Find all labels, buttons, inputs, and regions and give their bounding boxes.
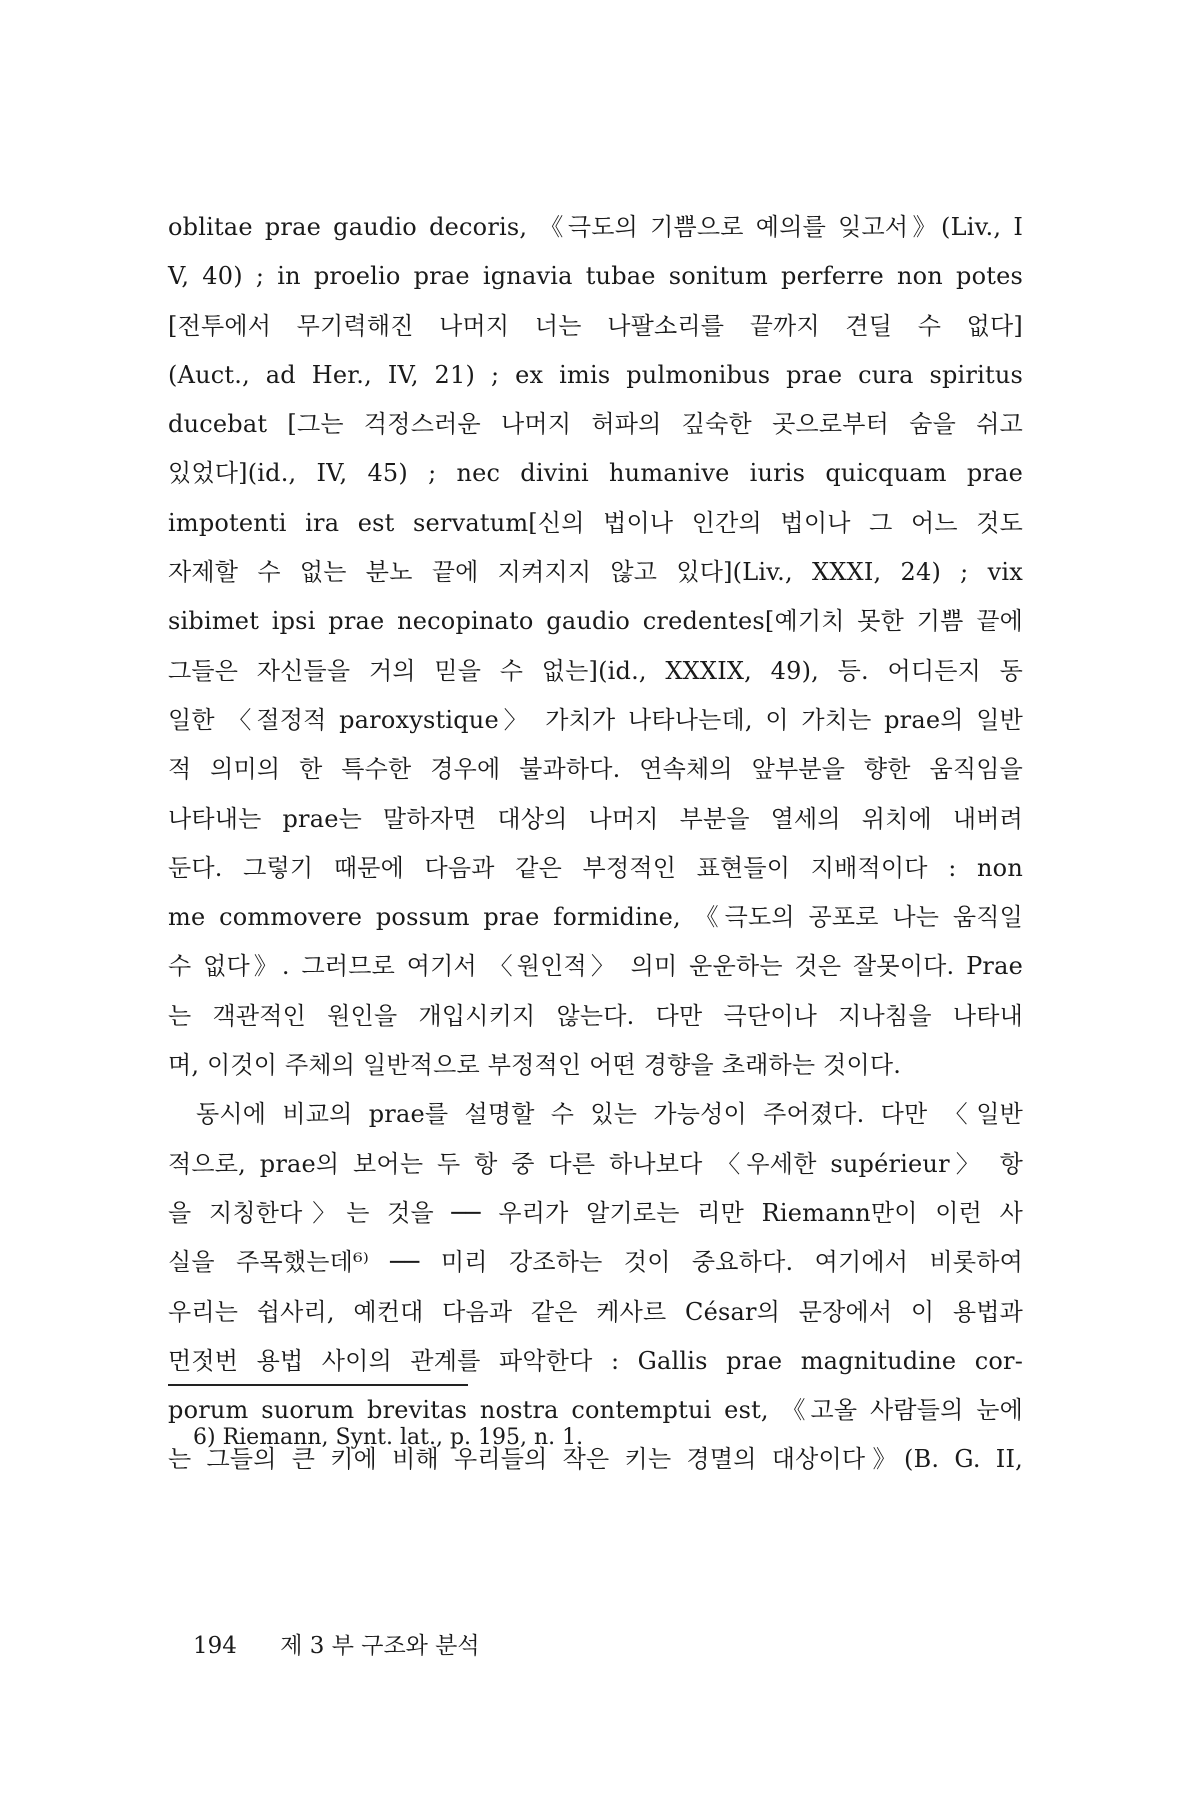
text-line: me commovere possum prae formidine, 《극도의 공포로 나는 움직일 [168,903,1023,932]
text-line: 적으로, prae의 보어는 두 항 중 다른 하나보다 〈우세한 supérieur〉 항 [168,1149,1023,1178]
text-line: (Auct., ad Her., IV, 21) ; ex imis pulmonibus prae cura spiritus [168,360,1023,389]
text-line: oblitae prae gaudio decoris, 《극도의 기쁨으로 예의를 잊고서》(Liv., I [168,213,1023,241]
text-line: 는 그들의 큰 키에 비해 우리들의 작은 키는 경멸의 대상이다》(B. G. II, [168,1445,1023,1474]
text-line: 을 지칭한다〉는 것을 ── 우리가 알기로는 리만 Riemann만이 이런 사 [168,1198,1023,1227]
text-line: 나타내는 prae는 말하자면 대상의 나머지 부분을 열세의 위치에 내버려 [168,804,1023,833]
text-line: [전투에서 무기력해진 나머지 너는 나팔소리를 끝까지 견딜 수 없다] [168,311,1023,340]
text-line: 있었다](id., IV, 45) ; nec divini humanive iuris quicquam prae [168,459,1023,488]
text-line: 수 없다》. 그러므로 여기서 〈원인적〉 의미 운운하는 것은 잘못이다. Prae [168,952,1023,981]
text-line: 자제할 수 없는 분노 끝에 지켜지지 않고 있다](Liv., XXXI, 24) ; vix [168,558,1023,587]
text-line: ducebat [그는 걱정스러운 나머지 허파의 깊숙한 곳으로부터 숨을 쉬고 [168,410,1023,439]
text-line: 며, 이것이 주체의 일반적으로 부정적인 어떤 경향을 초래하는 것이다. [168,1051,902,1080]
text-line: porum suorum brevitas nostra contemptui est, 《고올 사람들의 눈에 [168,1396,1023,1425]
text-line: 그들은 자신들을 거의 믿을 수 없는](id., XXXIX, 49), 등. 어디든지 동 [168,656,1023,685]
text-line: 먼젓번 용법 사이의 관계를 파악한다 : Gallis prae magnitudine cor- [168,1346,1023,1375]
text-line: impotenti ira est servatum[신의 법이나 인간의 법이나 그 어느 것도 [168,508,1023,537]
page-footer [193,1632,480,1660]
text-line: 는 객관적인 원인을 개입시키지 않는다. 다만 극단이나 지나침을 나타내 [168,1001,1023,1030]
text-line: 동시에 비교의 prae를 설명할 수 있는 가능성이 주어졌다. 다만 〈일반 [196,1100,1023,1129]
text-line: 둔다. 그렇기 때문에 다음과 같은 부정적인 표현들이 지배적이다 : non [168,853,1023,882]
text-line: 실을 주목했는데⁶⁾ ── 미리 강조하는 것이 중요하다. 여기에서 비롯하여 [168,1248,1023,1277]
page-number: 194 [193,1633,237,1659]
text-line: V, 40) ; in proelio prae ignavia tubae sonitum perferre non potes [168,262,1023,291]
text-line: 우리는 쉽사리, 예컨대 다음과 같은 케사르 César의 문장에서 이 용법과 [168,1297,1023,1326]
running-section-title: 제 3 부 구조와 분석 [280,1633,480,1659]
text-line: sibimet ipsi prae necopinato gaudio credentes[예기치 못한 기쁨 끝에 [168,607,1023,636]
text-line: 적 의미의 한 특수한 경우에 불과하다. 연속체의 앞부분을 향한 움직임을 [168,755,1023,784]
footnote-divider [168,1384,468,1386]
footnote: 6) Riemann, Synt. lat., p. 195, n. 1. [193,1425,584,1450]
body-text [168,203,1023,1485]
text-line: 일한 〈절정적 paroxystique〉 가치가 나타나는데, 이 가치는 prae의 일반 [168,705,1023,734]
